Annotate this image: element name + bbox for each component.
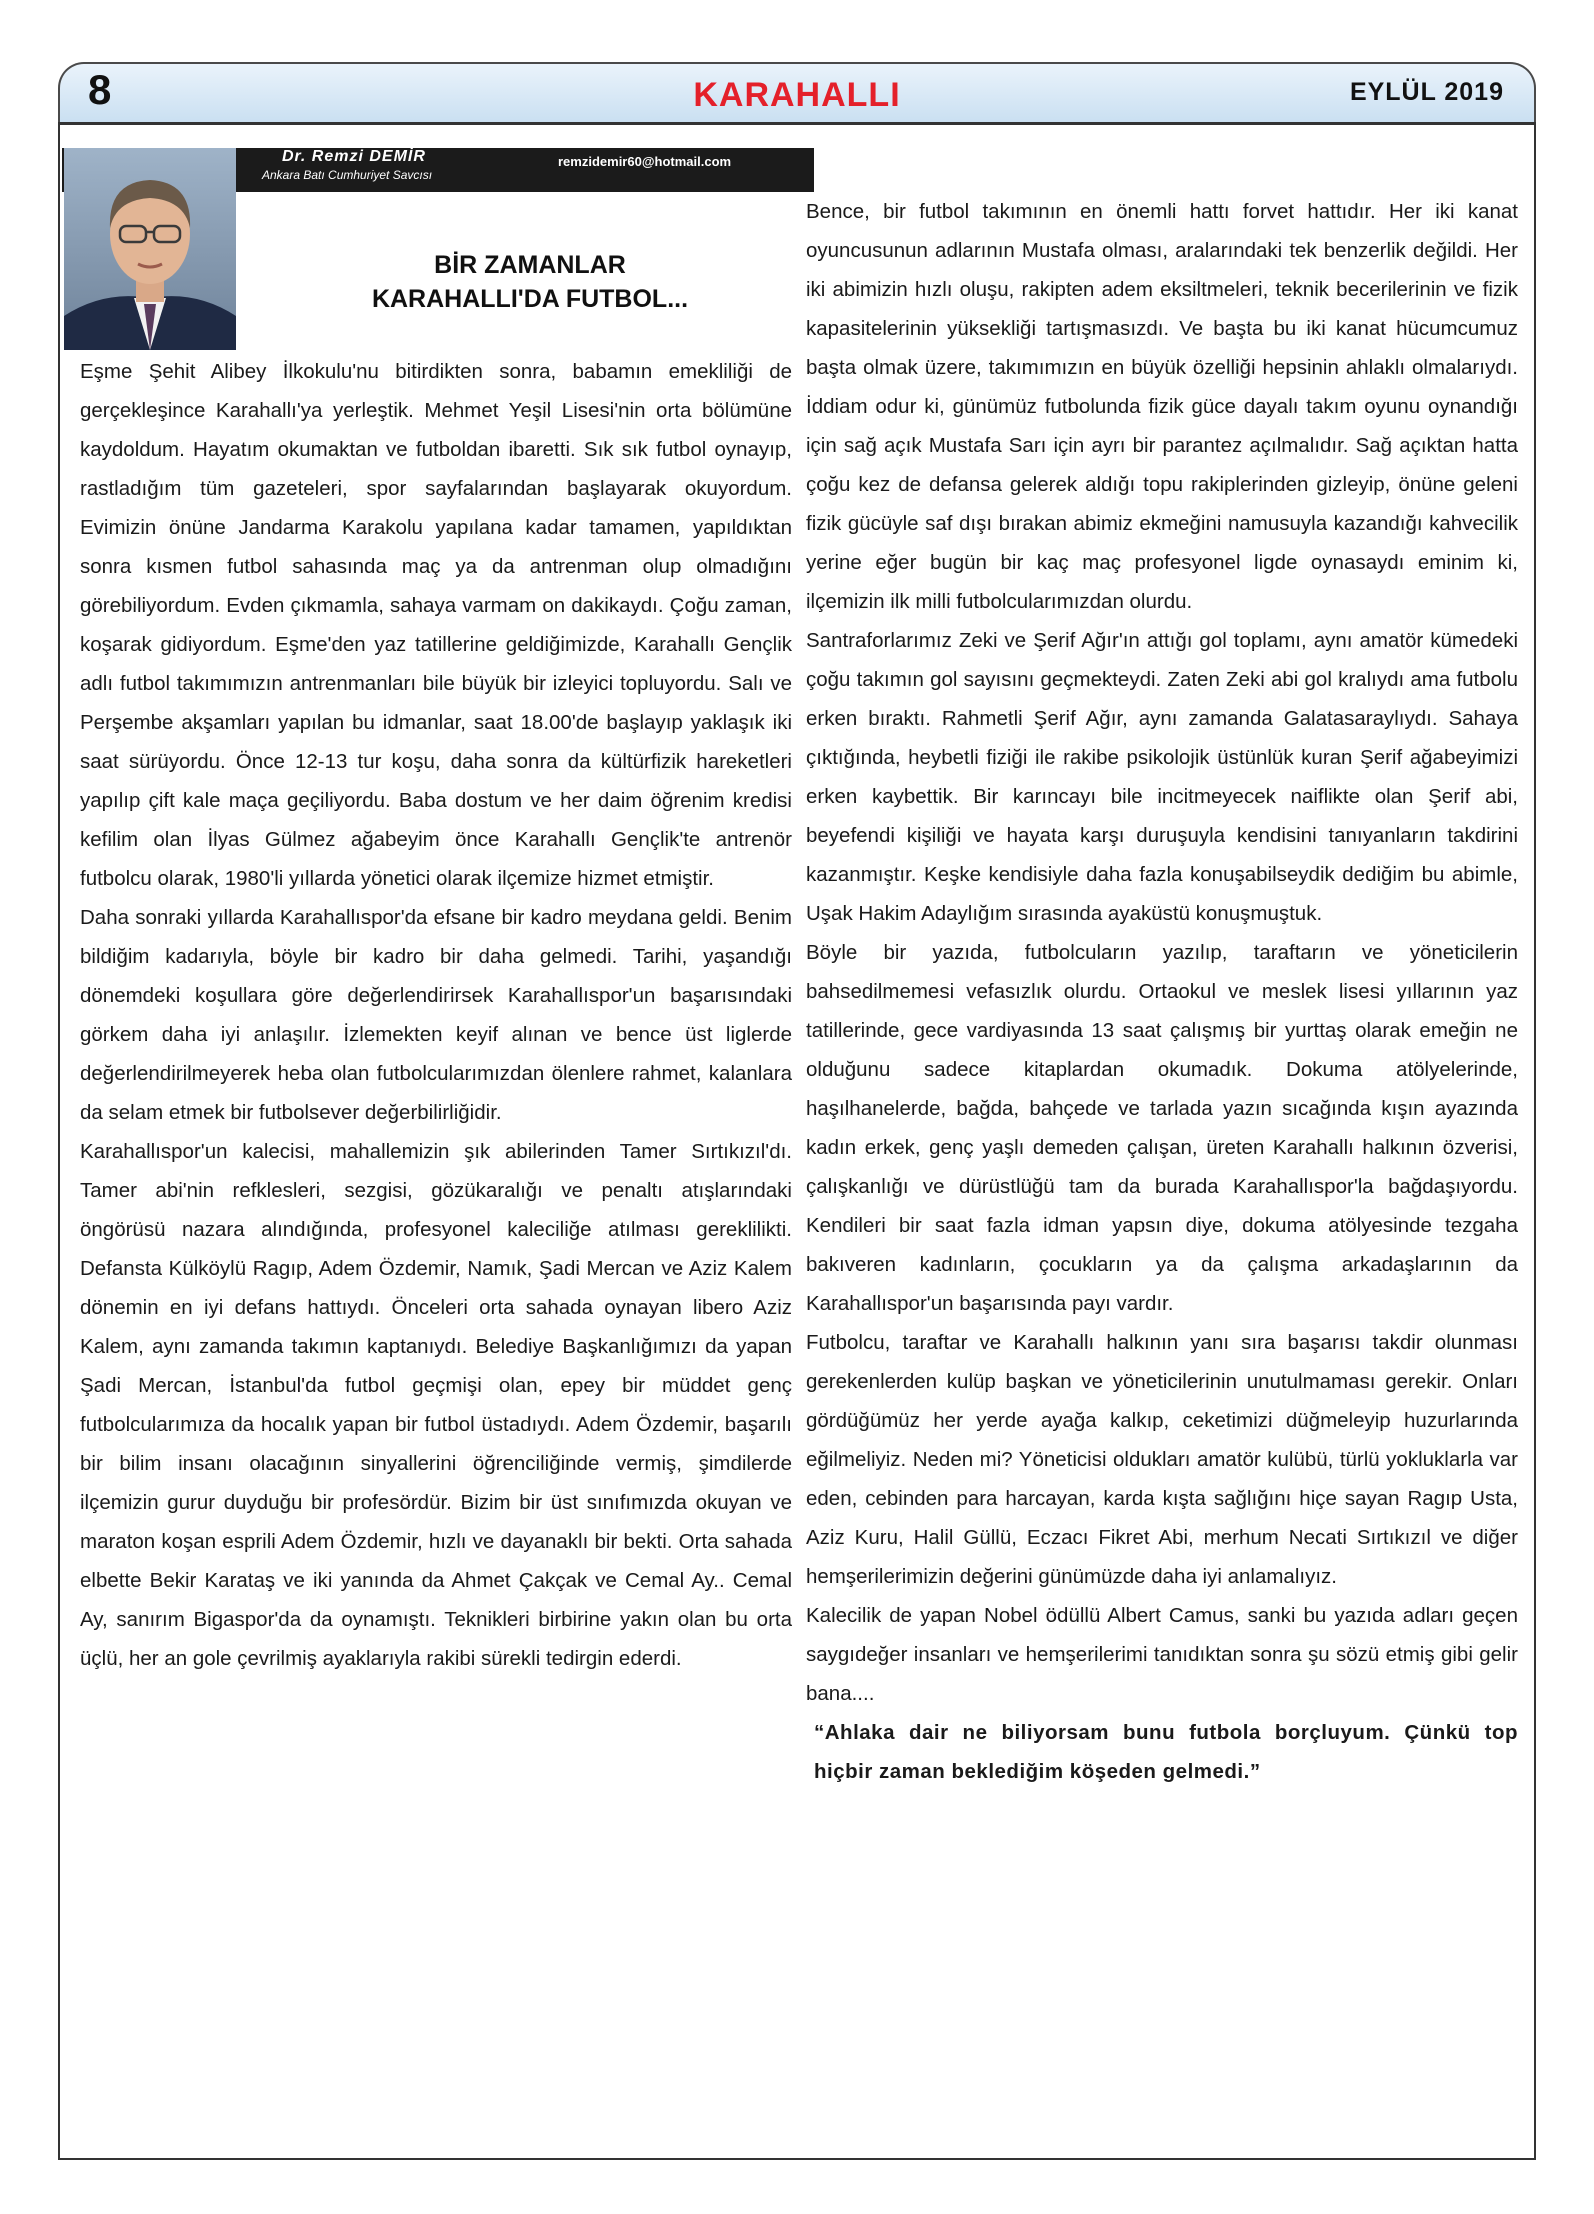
article-paragraph: Daha sonraki yıllarda Karahallıspor'da efsane bir kadro meydana geldi. Benim bildiğim kadarıyla, böyle bir kadro bir daha gelmedi. Tarihi, yaşandığı dönemdeki koşullara göre değerlendirirsek Karahallıspor'un başarısındaki görkem daha iyi anlaşılır. İzlemekten keyif alınan ve bence üst liglerde değerlendirilmeyerek heba olan futbolcularımızdan ölenlere rahmet, kalanlara da selam etmek bir futbolsever değerbilirliğidir.	[80, 906, 792, 1124]
author-photo	[64, 148, 236, 350]
author-name: Dr. Remzi DEMİR	[282, 148, 426, 165]
newspaper-name: KARAHALLI	[693, 76, 901, 114]
author-title: Ankara Batı Cumhuriyet Savcısı	[262, 168, 433, 182]
article-column-right	[806, 192, 1518, 1791]
article-paragraph: Santraforlarımız Zeki ve Şerif Ağır'ın attığı gol toplamı, aynı amatör kümedeki çoğu takımın gol sayısını geçmekteydi. Zaten Zeki abi gol kralıydı ama futbolu erken bıraktı. Rahmetli Şerif Ağır, aynı zamanda Galatasaraylıydı. Sahaya çıktığında, heybetli fiziği ile rakibe psikolojik üstünlük kuran Şerif ağabeyimizi erken kaybettik. Bir karıncayı bile incitmeyecek naiflikte olan Şerif abi, beyefendi kişiliği ve hayata karşı duruşuyla kendisini tanıyanların takdirini kazanmıştır. Keşke kendisiyle daha fazla konuşabilseydik dediğim bu abimle, Uşak Hakim Adaylığım sırasında ayaküstü konuşmuştuk.	[806, 629, 1518, 925]
closing-quote: “Ahlaka dair ne biliyorsam bunu futbola borçluyum. Çünkü top hiçbir zaman beklediğim köşeden gelmedi.”	[814, 1721, 1518, 1783]
article-title-line1: BİR ZAMANLAR	[434, 251, 626, 279]
article-paragraph: Böyle bir yazıda, futbolcuların yazılıp, taraftarın ve yöneticilerin bahsedilmemesi vefasızlık olurdu. Ortaokul ve meslek lisesi yıllarının yaz tatillerinde, gece vardiyasında 13 saat çalışmış bir yurttaş olarak emeğin ne olduğunu sadece kitaplardan okumadık. Dokuma atölyelerinde, haşılhanelerde, bağda, bahçede ve tarlada yazın sıcağında kışın ayazında kadın erkek, genç yaşlı demeden çalışan, üreten Karahallı halkının özverisi, çalışkanlığı ve dürüstlüğü tam da burada Karahallıspor'la bağdaşıyordu. Kendileri bir saat fazla idman yapsın diye, dokuma atölyesinde tezgaha bakıveren kadınların, çocukların ya da çalışma arkadaşlarının da Karahallıspor'un başarısında payı vardır.	[806, 941, 1518, 1315]
issue-date: EYLÜL 2019	[1349, 78, 1504, 106]
article-column-left	[80, 352, 792, 1678]
article-title	[260, 248, 800, 316]
article-title-line2: KARAHALLI'DA FUTBOL...	[371, 285, 689, 313]
page-number: 8	[88, 66, 112, 113]
article-paragraph: Eşme Şehit Alibey İlkokulu'nu bitirdikten sonra, babamın emekliliği de gerçekleşince Karahallı'ya yerleştik. Mehmet Yeşil Lisesi'nin orta bölümüne kaydoldum. Hayatım okumaktan ve futboldan ibaretti. Sık sık futbol oynayıp, rastladığım tüm gazeteleri, spor sayfalarından başlayarak okuyordum. Evimizin önüne Jandarma Karakolu yapılana kadar tamamen, yapıldıktan sonra kısmen futbol sahasında maç ya da antrenman olup olmadığını görebiliyordum. Evden çıkmamla, sahaya varmam on dakikaydı. Çoğu zaman, koşarak gidiyordum. Eşme'den yaz tatillerine geldiğimizde, Karahallı Gençlik adlı futbol takımımızın antrenmanları bile büyük bir izleyici topluyordu. Salı ve Perşembe akşamları yapılan bu idmanlar, saat 18.00'de başlayıp yaklaşık iki saat sürüyordu. Önce 12-13 tur koşu, daha sonra da kültürfizik hareketleri yapılıp çift kale maça geçiliyordu. Baba dostum ve her daim öğrenim kredisi kefilim olan İlyas Gülmez ağabeyim önce Karahallı Gençlik'te antrenör futbolcu olarak, 1980'li yıllarda yönetici olarak ilçemize hizmet etmiştir.	[80, 360, 792, 890]
article-paragraph: Kalecilik de yapan Nobel ödüllü Albert Camus, sanki bu yazıda adları geçen saygıdeğer insanları ve hemşerilerimi tanıdıktan sonra şu sözü etmiş gibi gelir bana....	[806, 1604, 1518, 1705]
article-paragraph: Karahallıspor'un kalecisi, mahallemizin şık abilerinden Tamer Sırtıkızıl'dı. Tamer abi'nin refklesleri, sezgisi, gözükaralığı ve penaltı atışlarındaki öngörüsü nazara alındığında, profesyonel kaleciliğe atılması gereklilikti. Defansta Külköylü Ragıp, Adem Özdemir, Namık, Şadi Mercan ve Aziz Kalem dönemin en iyi defans hattıydı. Önceleri orta sahada oynayan libero Aziz Kalem, aynı zamanda takımın kaptanıydı. Belediye Başkanlığımızı da yapan Şadi Mercan, İstanbul'da futbol geçmişi olan, epey bir müddet genç futbolcularımıza da hocalık yapan bir futbol üstadıydı. Adem Özdemir, başarılı bir bilim insanı olacağının sinyallerini öğrenciliğinde vermiş, şimdilerde ilçemizin gurur duyduğu bir profesördür. Bizim bir üst sınıfımızda okuyan ve maraton koşan esprili Adem Özdemir, hızlı ve dayanaklı bir bekti. Orta sahada elbette Bekir Karataş ve iki yanında da Ahmet Çakçak ve Cemal Ay.. Cemal Ay, sanırım Bigaspor'da da oynamıştı. Teknikleri birbirine yakın olan bu orta üçlü, her an gole çevrilmiş ayaklarıyla rakibi sürekli tedirgin ederdi.	[80, 1140, 792, 1670]
article-paragraph: Bence, bir futbol takımının en önemli hattı forvet hattıdır. Her iki kanat oyuncusunun adlarının Mustafa olması, aralarındaki tek benzerlik değildi. Her iki abimizin hızlı oluşu, rakipten adem eksiltmeleri, teknik becerilerinin ve fizik kapasitelerinin yüksekliği tartışmasızdı. Ve başta bu iki kanat hücumcumuz başta olmak üzere, takımımızın en büyük özelliği hepsinin ahlaklı olmalarıydı. İddiam odur ki, günümüz futbolunda fizik güce dayalı takım oyunu oynandığı için sağ açık Mustafa Sarı için ayrı bir parantez açılmalıdır. Sağ açıktan hatta çoğu kez de defansa gelerek aldığı topu rakiplerinden gizleyip, önüne geleni fizik gücüyle saf dışı bırakan abimiz ekmeğini namusuyla kazandığı kahvecilik yerine eğer bugün bir kaç maç profesyonel ligde oynasaydı eminim ki, ilçemizin ilk milli futbolcularımızdan olurdu.	[806, 200, 1518, 613]
author-email: remzidemir60@hotmail.com	[558, 154, 732, 169]
article-paragraph: Futbolcu, taraftar ve Karahallı halkının yanı sıra başarısı takdir olunması gerekenlerden kulüp başkan ve yöneticilerinin unutulmaması gerekir. Onları gördüğümüz her yerde ayağa kalkıp, ceketimizi düğmeleyip huzurlarında eğilmeliyiz. Neden mi? Yöneticisi oldukları amatör kulübü, türlü yokluklarla var eden, cebinden para harcayan, karda kışta sağlığını hiçe sayan Ragıp Usta, Aziz Kuru, Halil Güllü, Eczacı Fikret Abi, merhum Necati Sırtıkızıl ve diğer hemşerilerimizin değerini günümüzde daha iyi anlamalıyız.	[806, 1331, 1518, 1588]
